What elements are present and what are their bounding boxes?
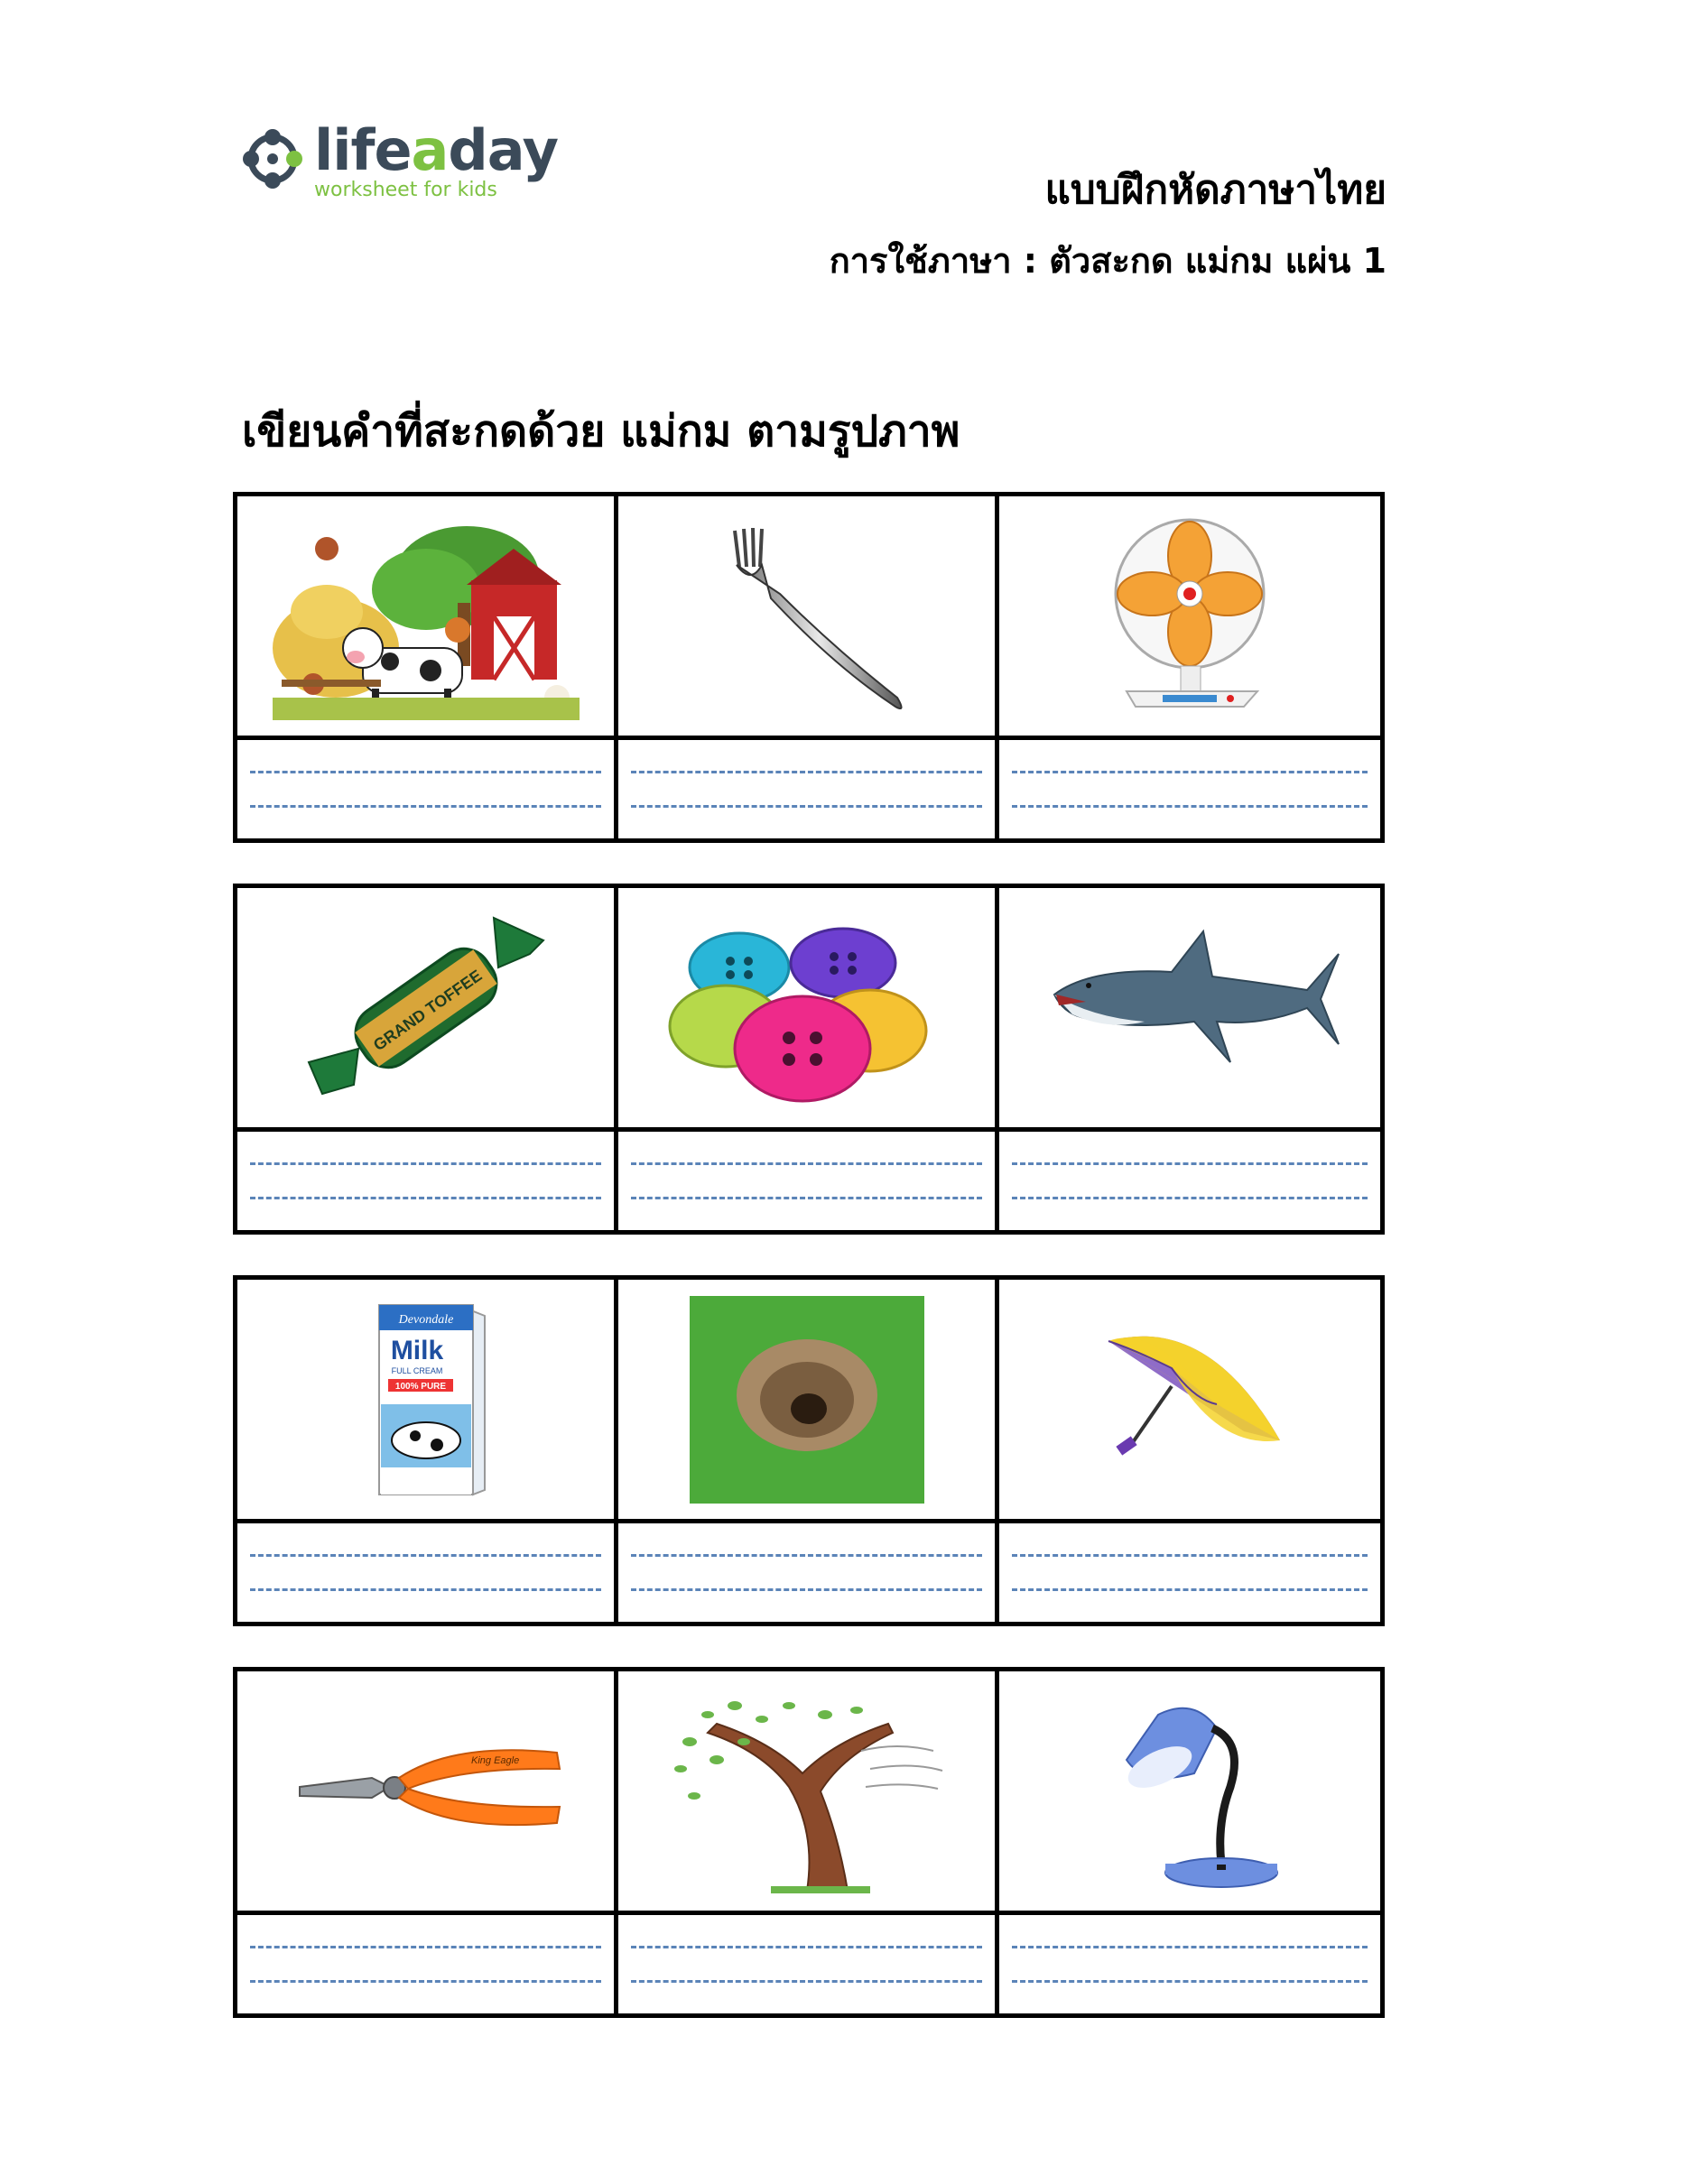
picture-cell-buttons: [618, 888, 999, 1132]
answer-lines-12[interactable]: [999, 1915, 1380, 2013]
answer-lines-5[interactable]: [618, 1132, 999, 1230]
worksheet-title: แบบฝึกหัดภาษาไทย: [1044, 167, 1387, 213]
hole-icon: [654, 1296, 960, 1504]
shark-icon: [1036, 904, 1343, 1112]
toffee-candy-icon: [273, 904, 580, 1112]
pliers-label: King Eagle: [470, 1754, 519, 1766]
picture-cell-umbrella: [999, 1280, 1380, 1523]
exercise-block-4: [233, 1667, 1385, 2018]
picture-cell-fan: [999, 496, 1380, 740]
milk-badge: 100% PURE: [394, 1381, 446, 1392]
electric-fan-icon: [1036, 513, 1343, 720]
picture-cell-farm: [237, 496, 618, 740]
windy-tree-icon: [654, 1688, 960, 1895]
logo-wordmark: lifeaday: [314, 117, 559, 183]
picture-cell-tree: [618, 1671, 999, 1915]
exercise-block-1: [233, 492, 1385, 843]
exercise-block-3: [233, 1275, 1385, 1626]
farm-icon: [273, 513, 580, 720]
worksheet-subtitle: การใช้ภาษา : ตัวสะกด แม่กม แผ่น 1: [829, 241, 1387, 281]
buttons-icon: [654, 904, 960, 1112]
answer-lines-9[interactable]: [999, 1523, 1380, 1622]
exercise-block-2: [233, 884, 1385, 1235]
picture-cell-candy: [237, 888, 618, 1132]
logo-tagline: worksheet for kids: [314, 179, 497, 201]
answer-lines-1[interactable]: [237, 740, 618, 838]
fork-icon: [654, 513, 960, 720]
picture-cell-lamp: [999, 1671, 1380, 1915]
logo-molecule-icon: [237, 123, 311, 197]
milk-carton-icon: [273, 1296, 580, 1504]
picture-cell-fork: [618, 496, 999, 740]
desk-lamp-icon: [1036, 1688, 1343, 1895]
logo: [237, 117, 559, 204]
picture-cell-hole: [618, 1280, 999, 1523]
milk-label: Milk: [390, 1335, 443, 1365]
answer-lines-2[interactable]: [618, 740, 999, 838]
answer-lines-10[interactable]: [237, 1915, 618, 2013]
instruction-heading: เขียนคำที่สะกดด้วย แม่กม ตามรูปภาพ: [242, 406, 960, 457]
candy-label: GRAND TOFFEE: [369, 966, 485, 1054]
picture-cell-shark: [999, 888, 1380, 1132]
answer-lines-11[interactable]: [618, 1915, 999, 2013]
milk-brand: Devondale: [398, 1312, 453, 1327]
pliers-icon: [273, 1688, 580, 1895]
picture-cell-milk: [237, 1280, 618, 1523]
answer-lines-7[interactable]: [237, 1523, 618, 1622]
answer-lines-6[interactable]: [999, 1132, 1380, 1230]
answer-lines-3[interactable]: [999, 740, 1380, 838]
umbrella-icon: [1036, 1296, 1343, 1504]
answer-lines-4[interactable]: [237, 1132, 618, 1230]
milk-sub: FULL CREAM: [391, 1365, 442, 1375]
picture-cell-pliers: [237, 1671, 618, 1915]
answer-lines-8[interactable]: [618, 1523, 999, 1622]
